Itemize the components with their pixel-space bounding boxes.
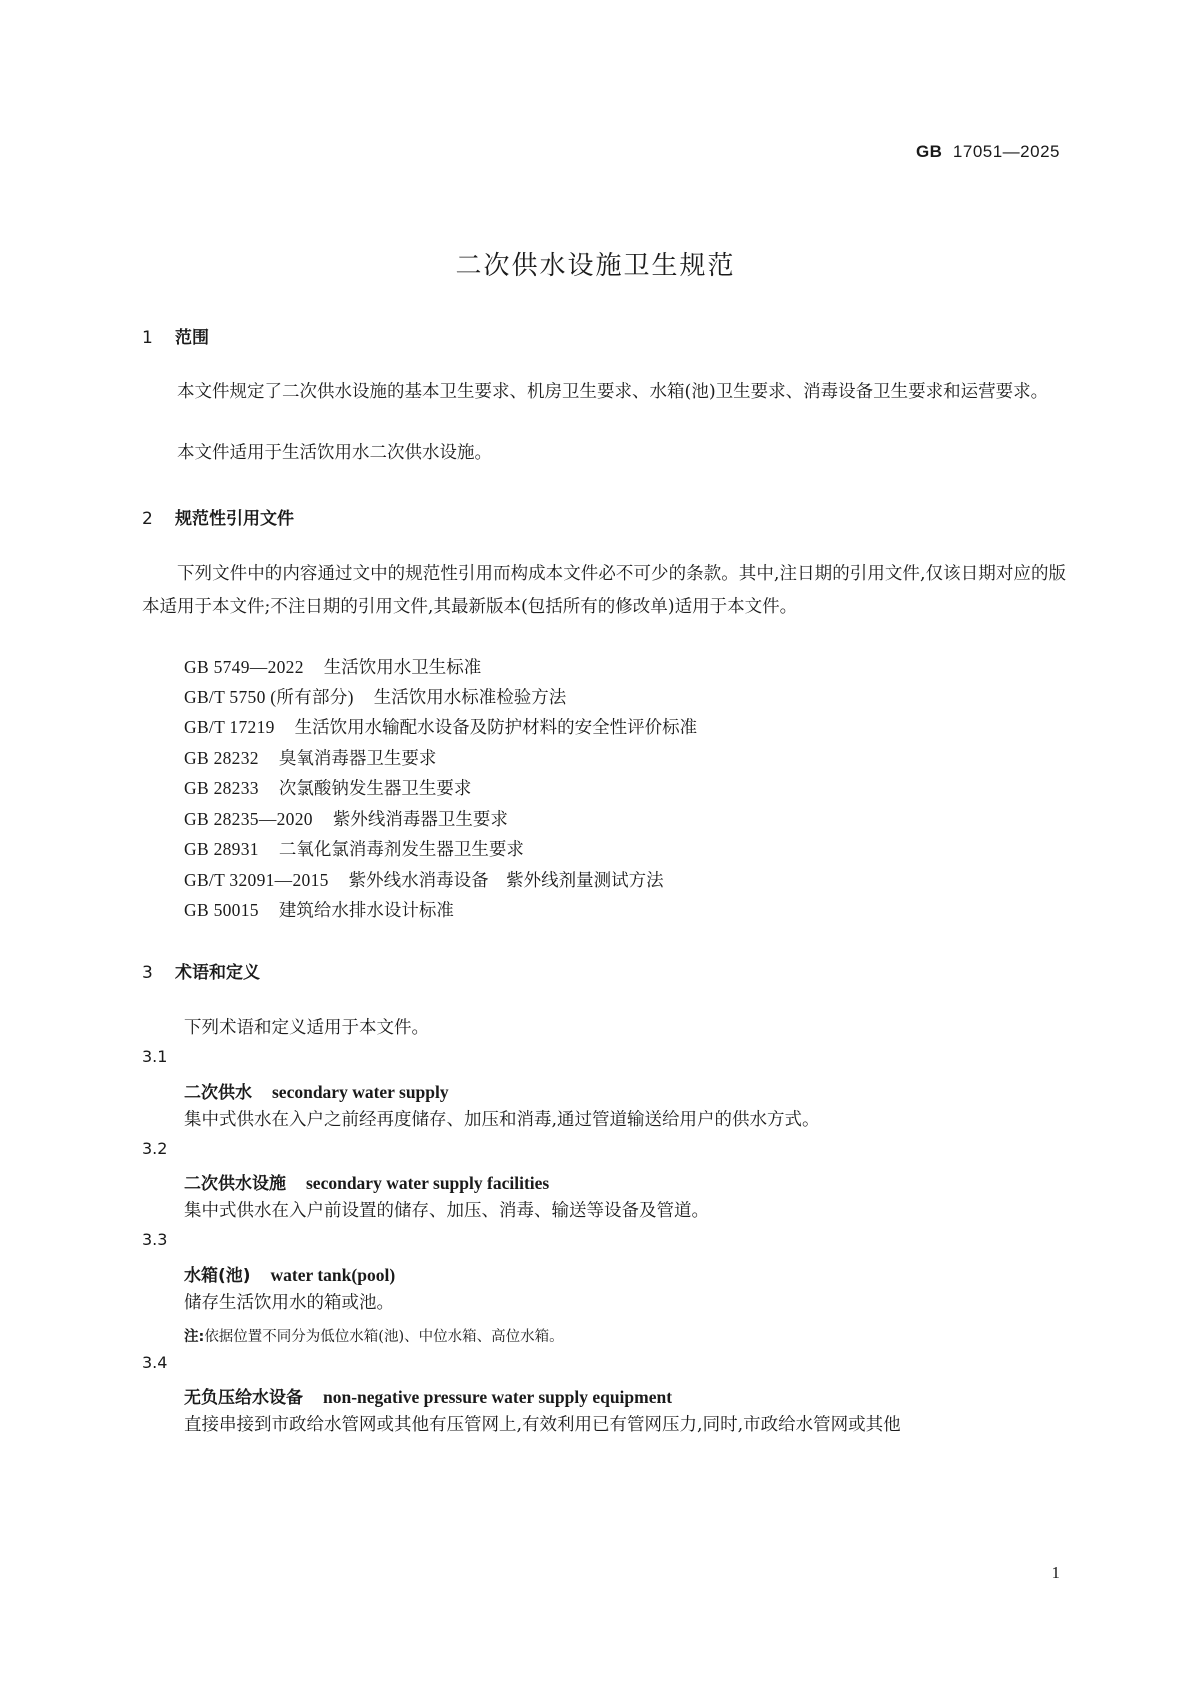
section-title: 术语和定义 (175, 963, 260, 983)
term-heading (184, 1261, 395, 1286)
standard-number (916, 142, 1060, 162)
note-label: 注: (184, 1329, 205, 1345)
standard-code: 17051—2025 (952, 142, 1060, 161)
reference-title: 二氧化氯消毒剂发生器卫生要求 (278, 840, 524, 860)
page-number: 1 (1051, 1563, 1060, 1582)
reference-title: 生活饮用水卫生标准 (323, 658, 482, 678)
term-heading (184, 1078, 449, 1103)
term-zh: 无负压给水设备 (184, 1388, 303, 1408)
term-number: 3.1 (142, 1047, 168, 1066)
term-heading (184, 1169, 549, 1194)
section-1-paragraph-2: 本文件适用于生活饮用水二次供水设施。 (177, 443, 492, 463)
term-zh: 二次供水 (184, 1083, 252, 1103)
term-definition: 集中式供水在入户之前经再度储存、加压和消毒,通过管道输送给用户的供水方式。 (184, 1110, 820, 1130)
reference-code: GB/T 17219 (184, 717, 275, 737)
section-title: 规范性引用文件 (175, 509, 294, 529)
reference-item (184, 867, 664, 892)
section-number: 1 (142, 328, 153, 348)
term-en: non-negative pressure water supply equipment (323, 1387, 673, 1407)
document-title: 二次供水设施卫生规范 (455, 251, 736, 281)
section-1-paragraph-1: 本文件规定了二次供水设施的基本卫生要求、机房卫生要求、水箱(池)卫生要求、消毒设备卫生要求和运营要求。 (177, 382, 1049, 402)
reference-title: 紫外线消毒器卫生要求 (332, 810, 508, 830)
reference-title: 次氯酸钠发生器卫生要求 (278, 779, 472, 799)
term-definition: 集中式供水在入户前设置的储存、加压、消毒、输送等设备及管道。 (184, 1201, 709, 1221)
term-zh: 水箱(池) (184, 1266, 251, 1286)
section-number: 2 (142, 509, 153, 529)
reference-code: GB 50015 (184, 900, 259, 920)
reference-code: GB 5749—2022 (184, 657, 304, 677)
reference-code: GB 28931 (184, 839, 259, 859)
term-heading (184, 1383, 672, 1408)
section-2-heading (142, 504, 294, 529)
reference-code: GB/T 32091—2015 (184, 870, 329, 890)
section-2-intro: 下列文件中的内容通过文中的规范性引用而构成本文件必不可少的条款。其中,注日期的引用文件,仅该日期对应的版本适用于本文件;不注日期的引用文件,其最新版本(包括所有的修改单)适用于本文件。 (142, 564, 1066, 617)
section-3-heading (142, 958, 260, 983)
term-definition: 直接串接到市政给水管网或其他有压管网上,有效利用已有管网压力,同时,市政给水管网或其他 (184, 1415, 901, 1435)
reference-title: 紫外线水消毒设备 紫外线剂量测试方法 (348, 871, 664, 891)
reference-code: GB 28233 (184, 778, 259, 798)
section-number: 3 (142, 963, 153, 983)
reference-item (184, 897, 454, 922)
section-title: 范围 (175, 328, 209, 348)
term-number: 3.2 (142, 1139, 168, 1158)
standard-prefix: GB (915, 142, 943, 161)
term-en: water tank(pool) (270, 1265, 396, 1285)
term-en: secondary water supply facilities (306, 1173, 550, 1193)
term-en: secondary water supply (272, 1082, 449, 1102)
term-definition: 储存生活饮用水的箱或池。 (184, 1293, 394, 1313)
reference-item (184, 775, 471, 800)
section-3-intro: 下列术语和定义适用于本文件。 (184, 1018, 429, 1038)
term-note (184, 1325, 564, 1346)
reference-item (184, 714, 697, 739)
reference-code: GB 28235—2020 (184, 809, 313, 829)
reference-code: GB 28232 (184, 748, 259, 768)
reference-item (184, 745, 436, 770)
section-1-heading (142, 323, 209, 348)
reference-title: 建筑给水排水设计标准 (278, 901, 454, 921)
note-text: 依据位置不同分为低位水箱(池)、中位水箱、高位水箱。 (204, 1329, 564, 1345)
reference-code: GB/T 5750 (所有部分) (184, 687, 354, 707)
reference-title: 臭氧消毒器卫生要求 (278, 749, 437, 769)
reference-title: 生活饮用水输配水设备及防护材料的安全性评价标准 (294, 718, 698, 738)
reference-item (184, 836, 524, 861)
reference-item (184, 684, 566, 709)
reference-item (184, 654, 481, 679)
term-number: 3.4 (142, 1353, 168, 1372)
term-number: 3.3 (142, 1230, 168, 1249)
reference-title: 生活饮用水标准检验方法 (373, 688, 567, 708)
term-zh: 二次供水设施 (184, 1174, 286, 1194)
reference-item (184, 806, 508, 831)
